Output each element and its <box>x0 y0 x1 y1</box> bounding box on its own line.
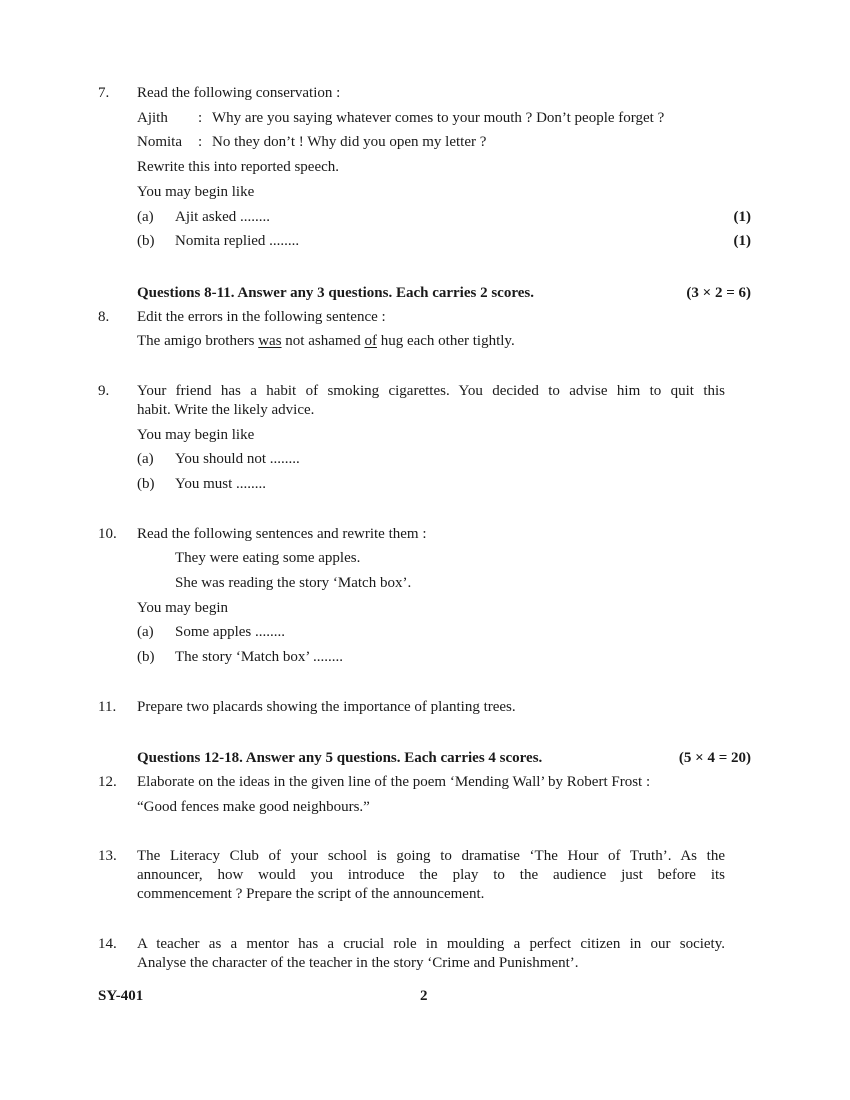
q9-begin: You may begin like <box>137 427 255 443</box>
q10-option-a-label: (a) <box>137 624 154 640</box>
q7-instruction: Rewrite this into reported speech. <box>137 159 340 175</box>
q9-number: 9. <box>98 383 110 399</box>
q8-prompt: Edit the errors in the following sentence : <box>137 309 386 325</box>
q10-option-b-text: The story ‘Match box’ ........ <box>175 649 344 665</box>
q7-option-b-text: Nomita replied ........ <box>175 233 300 249</box>
q12-number: 12. <box>98 774 117 790</box>
q12-line-1: Elaborate on the ideas in the given line of the poem ‘Mending Wall’ by Robert Frost : <box>137 774 651 790</box>
section-heading-8-11: Questions 8-11. Answer any 3 questions. Each carries 2 scores. <box>137 285 534 301</box>
q7-speaker-nomita: Nomita <box>137 134 182 150</box>
q9-option-b-label: (b) <box>137 476 155 492</box>
q7-option-b-label: (b) <box>137 233 155 249</box>
q12-quote: “Good fences make good neighbours.” <box>137 799 370 815</box>
q7-option-b-mark: (1) <box>733 233 751 249</box>
footer-page-number: 2 <box>420 988 428 1004</box>
q7-separator: : <box>198 110 203 126</box>
q10-option-b-label: (b) <box>137 649 155 665</box>
q7-number: 7. <box>98 85 110 101</box>
q11-prompt: Prepare two placards showing the importance of planting trees. <box>137 699 516 715</box>
q10-sentence-1: They were eating some apples. <box>175 550 361 566</box>
q13-number: 13. <box>98 848 117 864</box>
q14-number: 14. <box>98 936 117 952</box>
q8-sentence-part: not ashamed <box>281 333 365 349</box>
q14-line-2: Analyse the character of the teacher in the story ‘Crime and Punishment’. <box>137 955 579 971</box>
q9-line-2: habit. Write the likely advice. <box>137 402 315 418</box>
q14-line-1: A teacher as a mentor has a crucial role in moulding a perfect citizen in our society. <box>137 936 725 952</box>
q8-sentence-part: The amigo brothers <box>137 333 259 349</box>
q7-option-a-label: (a) <box>137 209 154 225</box>
q7-begin: You may begin like <box>137 184 255 200</box>
q9-option-a-label: (a) <box>137 451 154 467</box>
q8-number: 8. <box>98 309 110 325</box>
q10-begin: You may begin <box>137 600 228 616</box>
q7-line-nomita: No they don’t ! Why did you open my letter ? <box>212 134 487 150</box>
q7-option-a-mark: (1) <box>733 209 751 225</box>
section-marks-12-18: (5 × 4 = 20) <box>678 750 751 766</box>
q10-option-a-text: Some apples ........ <box>175 624 285 640</box>
q7-separator: : <box>198 134 203 150</box>
q7-option-a-text: Ajit asked ........ <box>175 209 270 225</box>
q7-prompt: Read the following conservation : <box>137 85 341 101</box>
footer-paper-code: SY-401 <box>98 988 144 1004</box>
q11-number: 11. <box>98 699 117 715</box>
q8-error-was: was <box>258 333 282 349</box>
q10-sentence-2: She was reading the story ‘Match box’. <box>175 575 412 591</box>
q13-line-2: announcer, how would you introduce the play to the audience just before its <box>137 867 725 883</box>
q7-speaker-ajith: Ajith <box>137 110 168 126</box>
q9-line-1: Your friend has a habit of smoking cigarettes. You decided to advise him to quit this <box>137 383 725 399</box>
q8-error-of: of <box>364 333 377 349</box>
q13-line-3: commencement ? Prepare the script of the announcement. <box>137 886 485 902</box>
q10-prompt: Read the following sentences and rewrite them : <box>137 526 427 542</box>
section-marks-8-11: (3 × 2 = 6) <box>686 285 751 301</box>
q10-number: 10. <box>98 526 117 542</box>
q9-option-b-text: You must ........ <box>175 476 267 492</box>
q8-sentence-part: hug each other tightly. <box>376 333 515 349</box>
q7-line-ajith: Why are you saying whatever comes to your mouth ? Don’t people forget ? <box>212 110 665 126</box>
section-heading-12-18: Questions 12-18. Answer any 5 questions. Each carries 4 scores. <box>137 750 543 766</box>
q9-option-a-text: You should not ........ <box>175 451 300 467</box>
q13-line-1: The Literacy Club of your school is going to dramatise ‘The Hour of Truth’. As the <box>137 848 725 864</box>
q8-sentence <box>137 332 515 350</box>
